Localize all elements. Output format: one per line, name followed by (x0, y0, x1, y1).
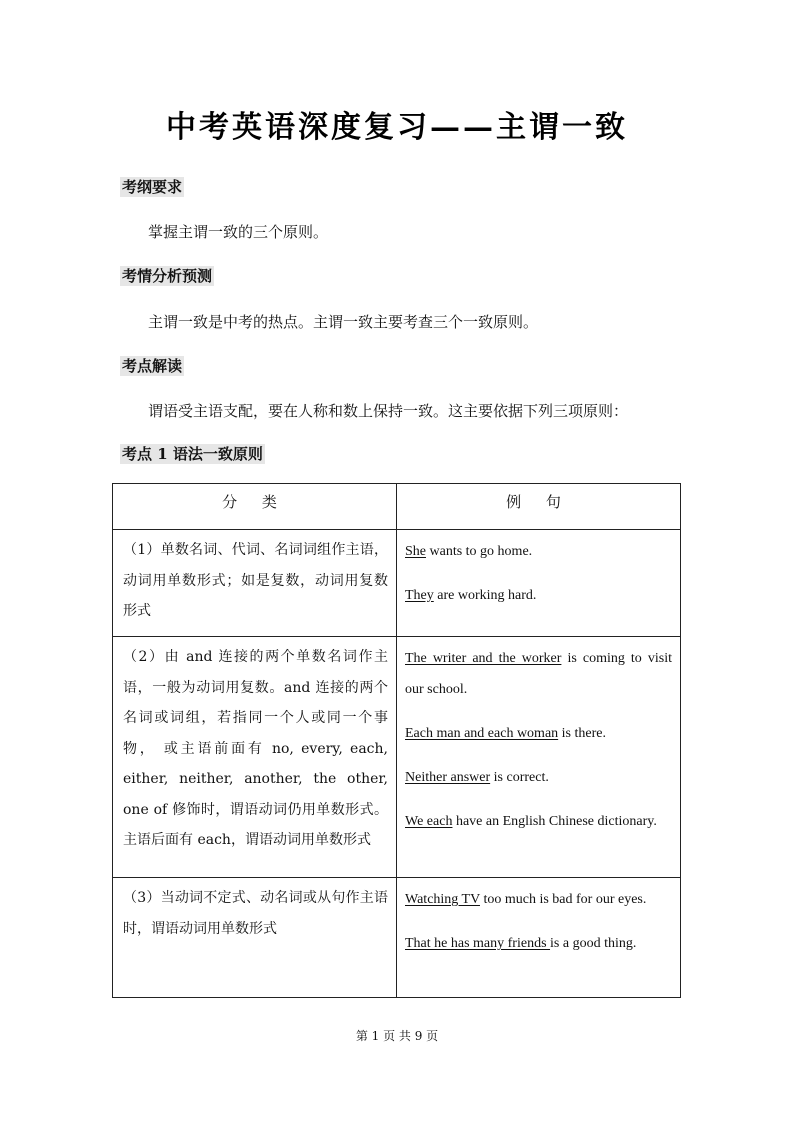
example-sentence (405, 718, 672, 749)
example-predicate: is a good thing. (550, 936, 637, 951)
section-text-interpretation: 谓语受主语支配，要在人称和数上保持一致。这主要依据下列三项原则： (148, 402, 629, 420)
header-category: 分 类 (113, 484, 397, 530)
example-subject: We each (405, 814, 453, 829)
example-predicate: have an English Chinese dictionary. (452, 814, 657, 829)
example-sentence (405, 884, 672, 915)
page-footer: 第 1 页 共 9 页 (355, 1029, 439, 1043)
section-heading-interpretation: 考点解读 (122, 357, 183, 375)
example-sentence (405, 643, 672, 705)
example-subject: Watching TV (405, 892, 480, 907)
example-subject: That he has many friends (405, 936, 551, 951)
rule-text: （3）当动词不定式、动名词或从句作主语时，谓语动词用单数形式 (123, 890, 388, 937)
rule-text: （2）由 and 连接的两个单数名词作主语，一般为动词用复数。and 连接的两个名词或词组，若指同一个人或同一个事物， 或主语前面有 no, every, each, either, neither, another, the other, one of 修饰时，谓语动词仍用单数形式。主语后面有 each，谓语动词用单数形式 (123, 649, 388, 848)
table-header-row (113, 484, 681, 530)
section-heading-analysis: 考情分析预测 (122, 267, 213, 285)
grammar-agreement-table (112, 483, 681, 998)
table-row (113, 637, 681, 878)
section-text-syllabus: 掌握主谓一致的三个原则。 (148, 223, 329, 241)
example-sentence (405, 806, 672, 837)
example-predicate: are working hard. (433, 588, 537, 603)
page-title: 中考英语深度复习——主谓一致 (166, 110, 628, 145)
point-1-heading: 考点 1 语法一致原则 (122, 445, 263, 463)
rule-text: （1）单数名词、代词、名词词组作主语，动词用单数形式；如是复数，动词用复数形式 (123, 542, 388, 619)
example-predicate: is there. (558, 726, 606, 741)
example-cell (397, 878, 680, 959)
example-subject: The writer and the worker (405, 651, 562, 666)
example-subject: Each man and each woman (405, 726, 559, 741)
example-predicate: is correct. (490, 770, 549, 785)
table-row (113, 530, 681, 637)
example-predicate: too much is bad for our eyes. (479, 892, 647, 907)
section-text-analysis: 主谓一致是中考的热点。主谓一致主要考查三个一致原则。 (148, 313, 539, 331)
header-example: 例 句 (397, 484, 681, 530)
example-cell (397, 530, 680, 611)
example-cell (397, 637, 680, 837)
example-predicate: wants to go home. (426, 544, 533, 559)
example-sentence (405, 762, 672, 793)
section-heading-syllabus: 考纲要求 (122, 178, 183, 196)
example-subject: She (405, 544, 426, 559)
example-sentence (405, 580, 672, 611)
example-subject: Neither answer (405, 770, 491, 785)
example-sentence (405, 536, 672, 567)
example-sentence (405, 928, 672, 959)
table-row (113, 878, 681, 998)
example-subject: They (405, 588, 434, 603)
example-predicate: is coming to visit our school. (405, 651, 672, 697)
